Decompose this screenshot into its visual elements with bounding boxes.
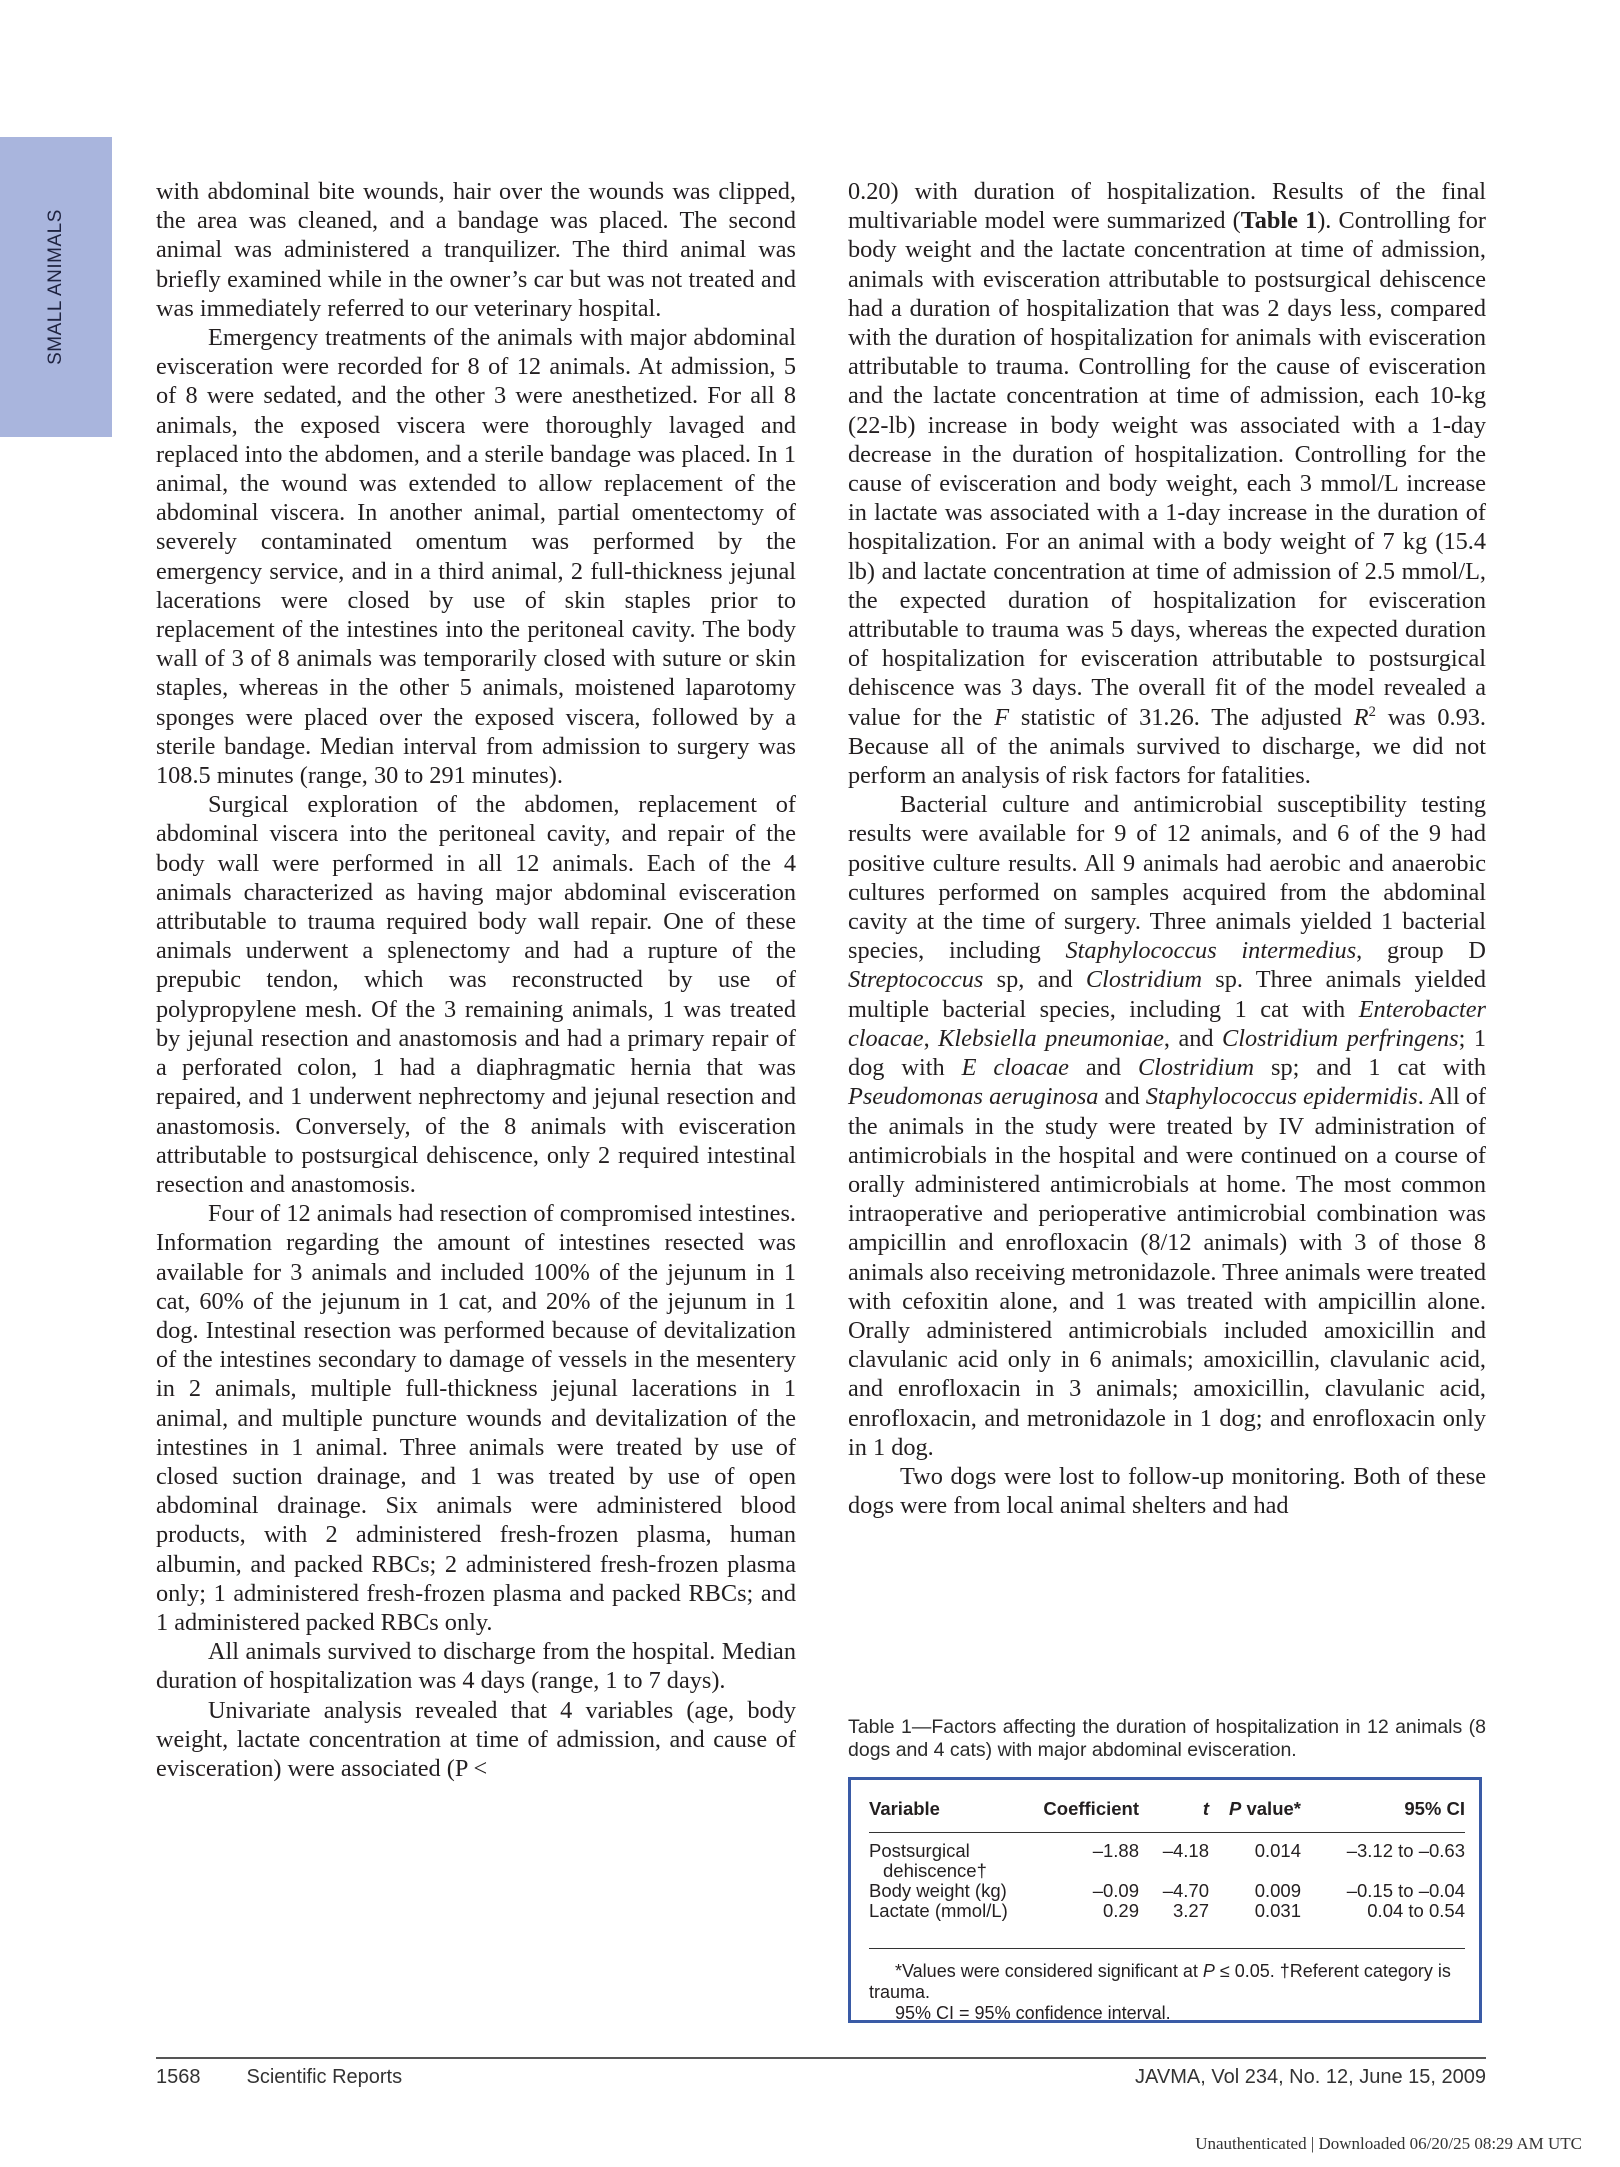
journal-citation: JAVMA, Vol 234, No. 12, June 15, 2009: [1135, 2066, 1486, 2088]
row-ci: –3.12 to –0.63: [1346, 1840, 1465, 1861]
row-variable: Lactate (mmol/L): [869, 1900, 1008, 1921]
right-column: [848, 177, 1486, 1520]
header-variable: Variable: [869, 1796, 1029, 1833]
row-p: 0.031: [1254, 1900, 1301, 1921]
footer-divider: [156, 2057, 1486, 2059]
paragraph: with abdominal bite wounds, hair over the wounds was clipped, the area was cleaned, and a bandage was placed. The second animal was administered a tranquilizer. The third animal was briefly examined while in the owner’s car but was not treated and was immediately referred to our veterinary hospital.: [156, 178, 796, 322]
section-label: SMALL ANIMALS: [45, 209, 66, 365]
table-caption: Table 1—Factors affecting the duration of hospitalization in 12 animals (8 dogs and 4 cats) with major abdominal evisceration.: [848, 1716, 1486, 1761]
row-t: 3.27: [1172, 1900, 1209, 1921]
paragraph: All animals survived to discharge from the hospital. Median duration of hospitalization was 4 days (range, 1 to 7 days).: [156, 1638, 796, 1695]
page-number: 1568: [156, 2066, 201, 2088]
paragraph: Two dogs were lost to follow-up monitoring. Both of these dogs were from local animal shelters and had: [848, 1462, 1486, 1520]
header-p-value: P value*: [1209, 1796, 1301, 1833]
left-column: [156, 177, 796, 1783]
section-name: Scientific Reports: [246, 2066, 403, 2088]
row-p: 0.014: [1254, 1840, 1301, 1861]
row-coefficient: –0.09: [1092, 1880, 1139, 1901]
row-t: –4.70: [1162, 1880, 1209, 1901]
table-row: [869, 1833, 1465, 1882]
results-table-box: [848, 1777, 1482, 2023]
row-coefficient: –1.88: [1092, 1840, 1139, 1861]
paragraph: Bacterial culture and antimicrobial susceptibility testing results were available for 9 of 12 animals, and 6 of the 9 had positive culture results. All 9 animals had aerobic and anaerobic cultures performed on samples acquired from the abdominal cavity at the time of surgery. Three animals yielded 1 bacterial species, including Staphylococcus intermedius, group D Streptococcus sp, and Clostridium sp. Three animals yielded multiple bacterial species, including 1 cat with Enterobacter cloacae, Klebsiella pneumoniae, and Clostridium perfringens; 1 dog with E cloacae and Clostridium sp; and 1 cat with Pseudomonas aeruginosa and Staphylococcus epidermidis. All of the animals in the study were treated by IV administration of antimicrobials in the hospital and were continued on a course of orally administered antimicrobials at home. The most common intraoperative and perioperative antimicrobial combination was ampicillin and enrofloxacin (8/12 animals) with 3 of those 8 animals also receiving metronidazole. Three animals were treated with cefoxitin alone, and 1 was treated with ampicillin alone. Orally administered antimicrobials included amoxicillin and clavulanic acid only in 6 animals; amoxicillin, clavulanic acid, and enrofloxacin in 3 animals; amoxicillin, clavulanic acid, enrofloxacin, and metronidazole in 1 dog; and enrofloxacin only in 1 dog.: [848, 791, 1487, 1461]
table-header-row: [869, 1796, 1465, 1833]
row-variable: Postsurgical dehiscence†: [869, 1840, 987, 1881]
row-t: –4.18: [1162, 1840, 1209, 1861]
paragraph: Univariate analysis revealed that 4 variables (age, body weight, lactate concentration at time of admission, and cause of evisceration) were associated (P <: [156, 1696, 796, 1782]
header-ci: 95% CI: [1301, 1796, 1465, 1833]
paragraph: 0.20) with duration of hospitalization. Results of the final multivariable model were summarized (Table 1). Controlling for body weight and the lactate concentration at time of admission, animals with evisceration attributable to postsurgical dehiscence had a duration of hospitalization that was 2 days less, compared with the duration of hospitalization for animals with evisceration attributable to trauma. Controlling for the cause of evisceration and the lactate concentration at time of admission, each 10-kg (22-lb) increase in body weight was associated with a 1-day decrease in the duration of hospitalization. Controlling for the cause of evisceration and body weight, each 3 mmol/L increase in lactate was associated with a 1-day increase in the duration of hospitalization. For an animal with a body weight of 7 kg (15.4 lb) and lactate concentration at time of admission of 2.5 mmol/L, the expected duration of hospitalization for evisceration attributable to trauma was 5 days, whereas the expected duration of hospitalization for evisceration attributable to postsurgical dehiscence was 3 days. The overall fit of the model revealed a value for the F statistic of 31.26. The adjusted $R^2$ was 0.93. Because all of the animals survived to discharge, we did not perform an analysis of risk factors for fatalities.: [848, 178, 1486, 790]
results-table: [869, 1796, 1465, 1921]
row-p: 0.009: [1254, 1880, 1301, 1901]
paragraph: Emergency treatments of the animals with major abdominal evisceration were recorded for 8 of 12 animals. At admission, 5 of 8 were sedated, and the other 3 were anesthetized. For all 8 animals, the exposed viscera were thoroughly lavaged and replaced into the abdomen, and a sterile bandage was placed. In 1 animal, the wound was extended to allow replacement of the abdominal viscera. In another animal, partial omentectomy of severely contaminated omentum was performed by the emergency service, and in a third animal, 2 full-thickness jejunal lacerations were closed by use of skin staples prior to replacement of the intestines into the peritoneal cavity. The body wall of 3 of 8 animals was temporarily closed with suture or skin staples, whereas in the other 5 animals, moistened laparotomy sponges were placed over the exposed viscera, followed by a sterile bandage. Median interval from admission to surgery was 108.5 minutes (range, 30 to 291 minutes).: [156, 324, 796, 790]
table-reference: Table 1: [1240, 207, 1318, 235]
table-row: [869, 1901, 1465, 1921]
table-row: [869, 1881, 1465, 1901]
table-footnotes: [869, 1948, 1465, 2024]
header-t: t: [1139, 1796, 1209, 1833]
row-ci: –0.15 to –0.04: [1346, 1880, 1465, 1901]
header-coefficient: Coefficient: [1029, 1796, 1139, 1833]
download-stamp: Unauthenticated | Downloaded 06/20/25 08:29 AM UTC: [1195, 2134, 1582, 2153]
row-variable: Body weight (kg): [869, 1880, 1007, 1901]
section-side-tab: [0, 137, 112, 437]
footer-left: [156, 2066, 402, 2089]
footnote: 95% CI = 95% confidence interval.: [895, 2003, 1171, 2023]
footnote: *Values were considered significant at P ≤ 0.05. †Referent category is trauma.: [869, 1961, 1451, 2002]
row-coefficient: 0.29: [1102, 1900, 1139, 1921]
paragraph: Surgical exploration of the abdomen, replacement of abdominal viscera into the peritoneal cavity, and repair of the body wall were performed in all 12 animals. Each of the 4 animals characterized as having major abdominal evisceration attributable to trauma required body wall repair. One of these animals underwent a splenectomy and had a rupture of the prepubic tendon, which was reconstructed by use of polypropylene mesh. Of the 3 remaining animals, 1 was treated by jejunal resection and anastomosis and had a primary repair of a perforated colon, 1 had a diaphragmatic hernia that was repaired, and 1 underwent nephrectomy and jejunal resection and anastomosis. Conversely, of the 8 animals with evisceration attributable to postsurgical dehiscence, only 2 required intestinal resection and anastomosis.: [156, 791, 796, 1198]
paragraph: Four of 12 animals had resection of compromised intestines. Information regarding the amount of intestines resected was available for 3 animals and included 100% of the jejunum in 1 cat, 60% of the jejunum in 1 cat, and 20% of the jejunum in 1 dog. Intestinal resection was performed because of devitalization of the intestines secondary to damage of vessels in the mesentery in 2 animals, multiple full-thickness jejunal lacerations in 1 animal, and multiple puncture wounds and devitalization of the intestines in 1 animal. Three animals were treated by use of closed suction drainage, and 1 was treated by use of open abdominal drainage. Six animals were administered blood products, with 2 administered fresh-frozen plasma, human albumin, and packed RBCs; 2 administered fresh-frozen plasma only; 1 administered fresh-frozen plasma and packed RBCs; and 1 administered packed RBCs only.: [156, 1200, 796, 1636]
row-ci: 0.04 to 0.54: [1367, 1900, 1465, 1921]
